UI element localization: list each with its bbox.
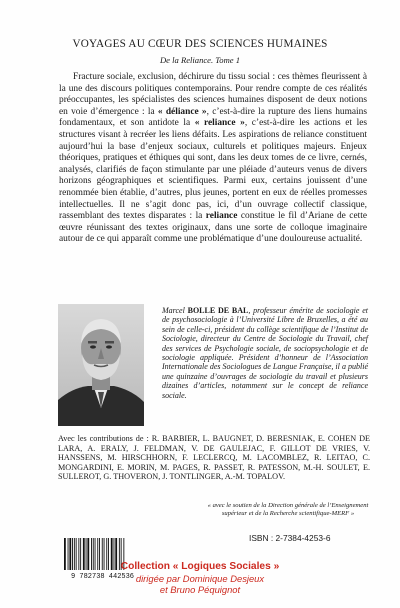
isbn: ISBN : 2-7384-4253-6: [249, 533, 331, 543]
blurb-paragraph: [59, 72, 367, 246]
blurb-text-4: constitue le fil d’Ariane de cette œuvre réunissant des textes originaux, dans une sorte de colloque imaginaire autour de ce qui apparaît comme une problématique d’une douloureuse actualité.: [59, 211, 367, 245]
book-title: VOYAGES AU CŒUR DES SCIENCES HUMAINES: [72, 38, 328, 50]
support-note: « avec le soutien de la Direction générale de l’Enseignement supérieur et de la Recherche scientifique-MERF »: [207, 502, 369, 517]
blurb-term-reliance-2: reliance: [205, 211, 238, 222]
barcode-digits: 9 782738 442536: [70, 573, 135, 579]
collection-info: [0, 561, 400, 595]
collection-title: Collection « Logiques Sociales »: [120, 561, 280, 572]
author-surname: BOLLE DE BAL: [187, 306, 249, 315]
collection-directors-1: dirigée par Dominique Desjeux: [135, 572, 265, 584]
blurb-text-1: Fracture sociale, exclusion, déchirure du tissu social : ces thèmes fleurissent à la une des discours politiques contemporains. Pour rendre compte de ces réalités préoccupantes, les spécialistes des sciences humaines disposent de deux notions en voie d’émergence : la: [59, 72, 367, 117]
contributors-list: R. BARBIER, L. BAUGNET, D. BERESNIAK, E. COHEN DE LARA, A. ERALY, J. FELDMAN, V. DE GAULEJAC, F. GILLOT DE VRIES, V. HANSSENS, M. HIRSCHHORN, F. LECLERCQ, M. LACOMBLEZ, R. LEITAO, C. MONGARDINI, E. MORIN, M. PAGES, R. PASSET, R. PATESSON, M.-H. SOULET, E. SULLEROT, G. THOVERON, J. TONTLINGER, A.-M. TOPALOV.: [58, 434, 370, 482]
contributors-lead: Avec les contributions de :: [58, 434, 152, 443]
collection-directors-2: et Bruno Péquignot: [159, 583, 241, 595]
blurb-text-3: , c’est-à-dire les actions et les structures visant à recréer les liens défaits. Les aspirations de reliance constituent aujourd’hui la base d’enjeux sociaux, culturels et politiques majeurs. Enjeux théoriques, pratiques et éthiques qui sont, dans les deux tomes de ce livre, cernés, analysés, clarifiés de façon stimulante par une pléiade d’auteurs venus de divers horizons géographiques et scientifiques. Parmi eux, certains jouissent d’une renommée bien établie, d’autres, plus jeunes, portent en eux de réelles promesses intellectuelles. Il ne s’agit donc pas, ici, d’un ouvrage collectif classique, rassemblant des textes disparates : la: [59, 118, 367, 222]
author-bio: [162, 306, 368, 400]
blurb-term-deliance: « déliance »: [157, 106, 207, 117]
author-first-name: Marcel: [162, 306, 188, 315]
author-photo: [58, 304, 144, 426]
contributors: [58, 434, 370, 482]
author-bio-text: , professeur émérite de sociologie et de psychosociologie à l’Université Libre de Bruxelles, a été au sein de celle-ci, président du collège scientifique de l’Institut de Sociologie, directeur du Centre de Sociologie du Travail, chef des services de Psychologie sociale, de sociopsychologie et de sociologie appliquée. Président d’honneur de l’Association Internationale des Sociologues de Langue Française, il a publié une quinzaine d’ouvrages de sociologie du travail et plusieurs dizaines d’articles, notamment sur le concept de reliance sociale.: [162, 306, 368, 400]
blurb: [59, 72, 367, 246]
blurb-text-2: , c’est-à-dire la rupture des liens humains fondamentaux, et son antidote la: [59, 106, 367, 129]
blurb-term-reliance: « reliance »: [194, 118, 245, 129]
book-subtitle: De la Reliance. Tome 1: [159, 55, 241, 65]
